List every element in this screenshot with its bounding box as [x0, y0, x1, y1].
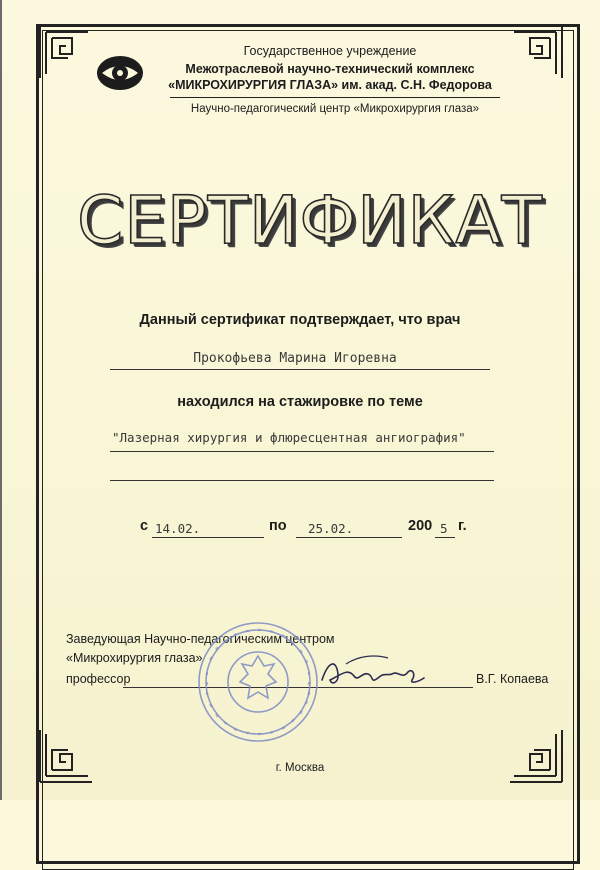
- complex-name-2: «МИКРОХИРУРГИЯ ГЛАЗА» им. акад. С.Н. Федорова: [168, 78, 492, 92]
- period-year-suffix: 5: [440, 521, 448, 536]
- signatory-position-1: Заведующая Научно-педагогическим центром: [66, 632, 335, 646]
- greek-key-corner-ornament: [508, 24, 564, 80]
- period-to-label: по: [269, 518, 287, 534]
- greek-key-corner-ornament: [38, 728, 94, 784]
- internship-text: находился на стажировке по теме: [177, 394, 423, 410]
- round-seal-stamp: [196, 620, 320, 744]
- handwritten-signature: [318, 650, 428, 694]
- greek-key-corner-ornament: [38, 24, 94, 80]
- period-from-label: с: [140, 518, 149, 534]
- scan-edge: [0, 0, 2, 800]
- to-date-underline: [296, 537, 402, 538]
- confirm-text: Данный сертификат подтверждает, что врач: [139, 312, 461, 328]
- period-from-date: 14.02.: [155, 521, 201, 536]
- center-name: Научно-педагогический центр «Микрохирургия глаза»: [190, 103, 480, 115]
- topic-underline-2: [110, 480, 494, 481]
- doctor-name: Прокофьева Марина Игоревна: [193, 351, 397, 366]
- institution-type: Государственное учреждение: [243, 44, 417, 58]
- greek-key-corner-ornament: [508, 728, 564, 784]
- internship-topic: "Лазерная хирургия и флюресцентная ангиография": [112, 430, 466, 445]
- topic-underline: [110, 451, 494, 452]
- signatory-position-2: «Микрохирургия глаза»: [66, 651, 203, 665]
- city-name: г. Москва: [275, 762, 325, 774]
- year-underline: [435, 537, 455, 538]
- signatory-name: В.Г. Копаева: [476, 672, 549, 686]
- period-year-unit: г.: [458, 518, 467, 534]
- period-to-date: 25.02.: [308, 521, 354, 536]
- certificate-title: СЕРТИФИКАТ: [77, 182, 543, 259]
- header-divider: [170, 97, 500, 98]
- eye-logo-icon: [96, 54, 144, 92]
- inner-frame-border: [42, 30, 574, 870]
- complex-name: Межотраслевой научно-технический комплекс: [185, 62, 475, 76]
- period-year-prefix: 200: [408, 518, 433, 534]
- name-underline: [110, 369, 490, 370]
- signatory-title: профессор: [66, 672, 131, 686]
- from-date-underline: [152, 537, 264, 538]
